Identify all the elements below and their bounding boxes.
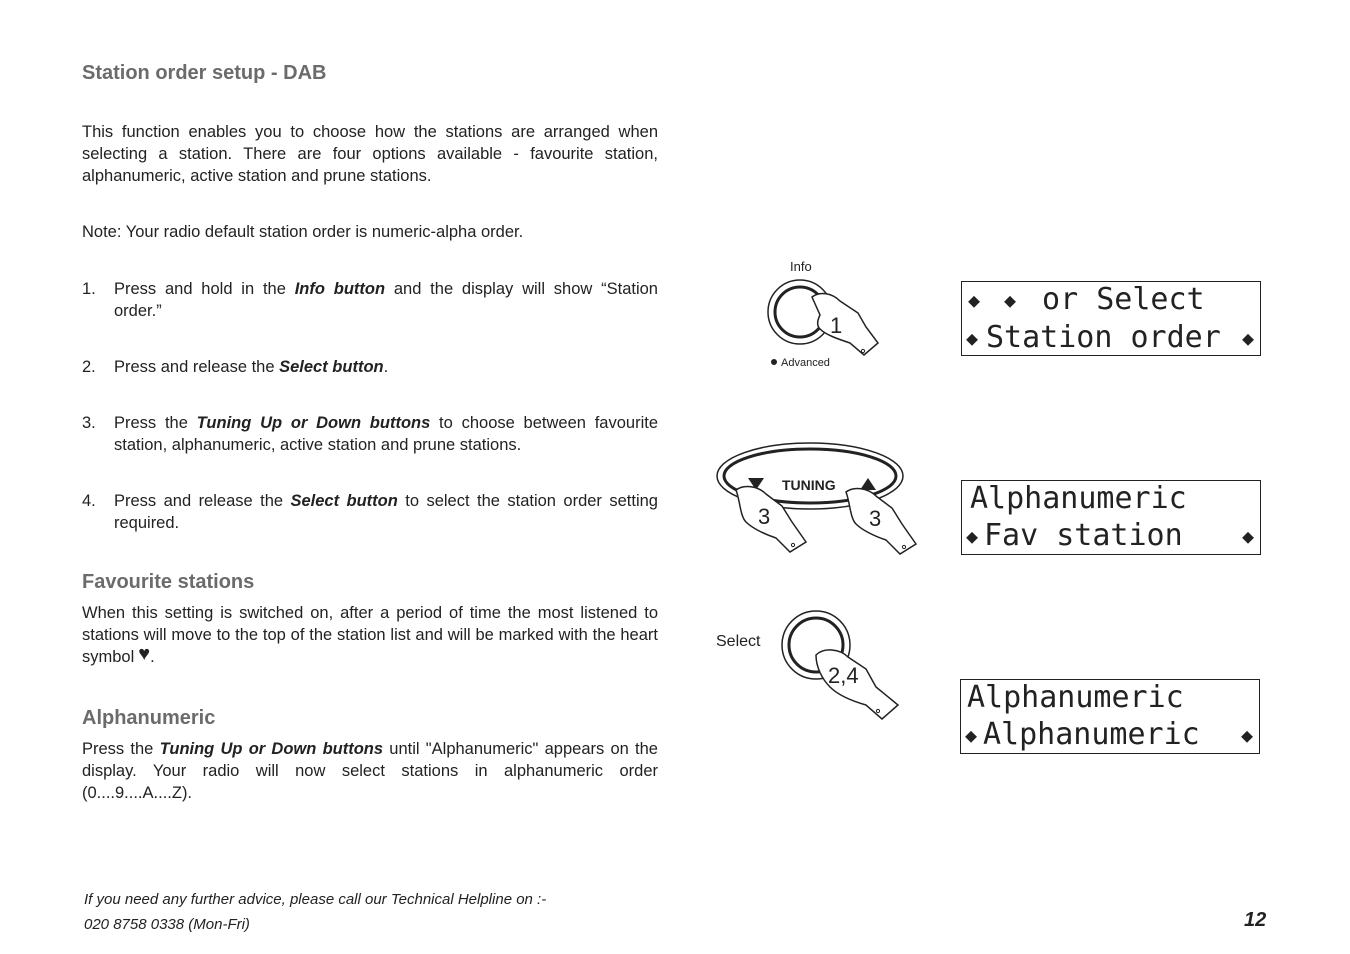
step-number: 4. bbox=[82, 492, 96, 510]
lcd-display-3 bbox=[960, 679, 1260, 754]
step-text: Press the Tuning Up or Down buttons to choose between favourite station, alphanumeric, active station and prune stations. bbox=[114, 414, 658, 454]
page-number: 12 bbox=[1244, 909, 1267, 931]
info-button-figure bbox=[760, 255, 890, 375]
select-label: Select bbox=[716, 633, 761, 650]
lcd-line-1: or Select bbox=[1024, 282, 1205, 317]
step-4 bbox=[82, 490, 658, 534]
note-paragraph: Note: Your radio default station order is numeric-alpha order. bbox=[82, 223, 524, 241]
select-button-figure bbox=[712, 605, 912, 725]
step-number: 1. bbox=[82, 280, 96, 298]
step-number: 3. bbox=[82, 414, 96, 432]
lcd-display-2 bbox=[961, 480, 1261, 555]
left-arrow-icon: ◆ bbox=[968, 288, 981, 312]
right-arrow-icon: ◆ bbox=[1241, 326, 1254, 350]
step-text: Press and hold in the Info button and the display will show “Station order.” bbox=[114, 280, 658, 320]
step-badge-left: 3 bbox=[758, 504, 771, 529]
lcd-line-1: Alphanumeric bbox=[967, 680, 1184, 715]
step-1 bbox=[82, 278, 658, 322]
lcd-line-2: Fav station bbox=[984, 518, 1183, 553]
lcd-display-1 bbox=[961, 281, 1261, 356]
step-badge: 2,4 bbox=[828, 663, 859, 688]
alphanumeric-heading: Alphanumeric bbox=[82, 707, 216, 729]
right-arrow-icon: ◆ bbox=[1004, 288, 1017, 312]
lcd-line-2: Station order bbox=[986, 320, 1221, 355]
step-badge-right: 3 bbox=[869, 506, 882, 531]
right-arrow-icon: ◆ bbox=[1241, 524, 1254, 548]
step-badge: 1 bbox=[830, 313, 843, 338]
info-label: Info bbox=[790, 259, 812, 274]
helpline-number: 020 8758 0338 (Mon-Fri) bbox=[84, 916, 250, 933]
step-2 bbox=[82, 356, 658, 378]
step-text: Press and release the Select button to select the station order setting required. bbox=[114, 492, 658, 532]
lcd-line-2: Alphanumeric bbox=[983, 717, 1200, 752]
lcd-line-1: Alphanumeric bbox=[970, 481, 1187, 516]
alphanumeric-text: Press the Tuning Up or Down buttons until "Alphanumeric" appears on the display. Your radio will now select stations in alphanumeric order (0....9....A....Z). bbox=[82, 740, 658, 802]
step-number: 2. bbox=[82, 358, 96, 376]
tuning-label: TUNING bbox=[782, 477, 836, 493]
right-arrow-icon: ◆ bbox=[1240, 723, 1253, 747]
left-arrow-icon: ◆ bbox=[966, 524, 979, 548]
pressing-hand-icon bbox=[812, 294, 878, 355]
advanced-label: Advanced bbox=[781, 357, 830, 369]
heart-icon: ♥ bbox=[138, 643, 151, 665]
left-arrow-icon: ◆ bbox=[965, 723, 978, 747]
favourite-stations-heading: Favourite stations bbox=[82, 571, 255, 593]
step-text: Press and release the Select button. bbox=[114, 358, 389, 376]
intro-paragraph: This function enables you to choose how the stations are arranged when selecting a station. There are four options available - favourite station, alphanumeric, active station and prune stations. bbox=[82, 123, 658, 185]
tuning-buttons-figure bbox=[712, 438, 932, 562]
page-title: Station order setup - DAB bbox=[82, 62, 327, 84]
helpline-text: If you need any further advice, please call our Technical Helpline on :- bbox=[84, 891, 547, 908]
step-3 bbox=[82, 412, 658, 456]
left-arrow-icon: ◆ bbox=[966, 326, 979, 350]
favourite-stations-text: When this setting is switched on, after a period of time the most listened to stations will move to the top of the station list and will be marked with the heart symbol ♥. bbox=[82, 604, 658, 666]
